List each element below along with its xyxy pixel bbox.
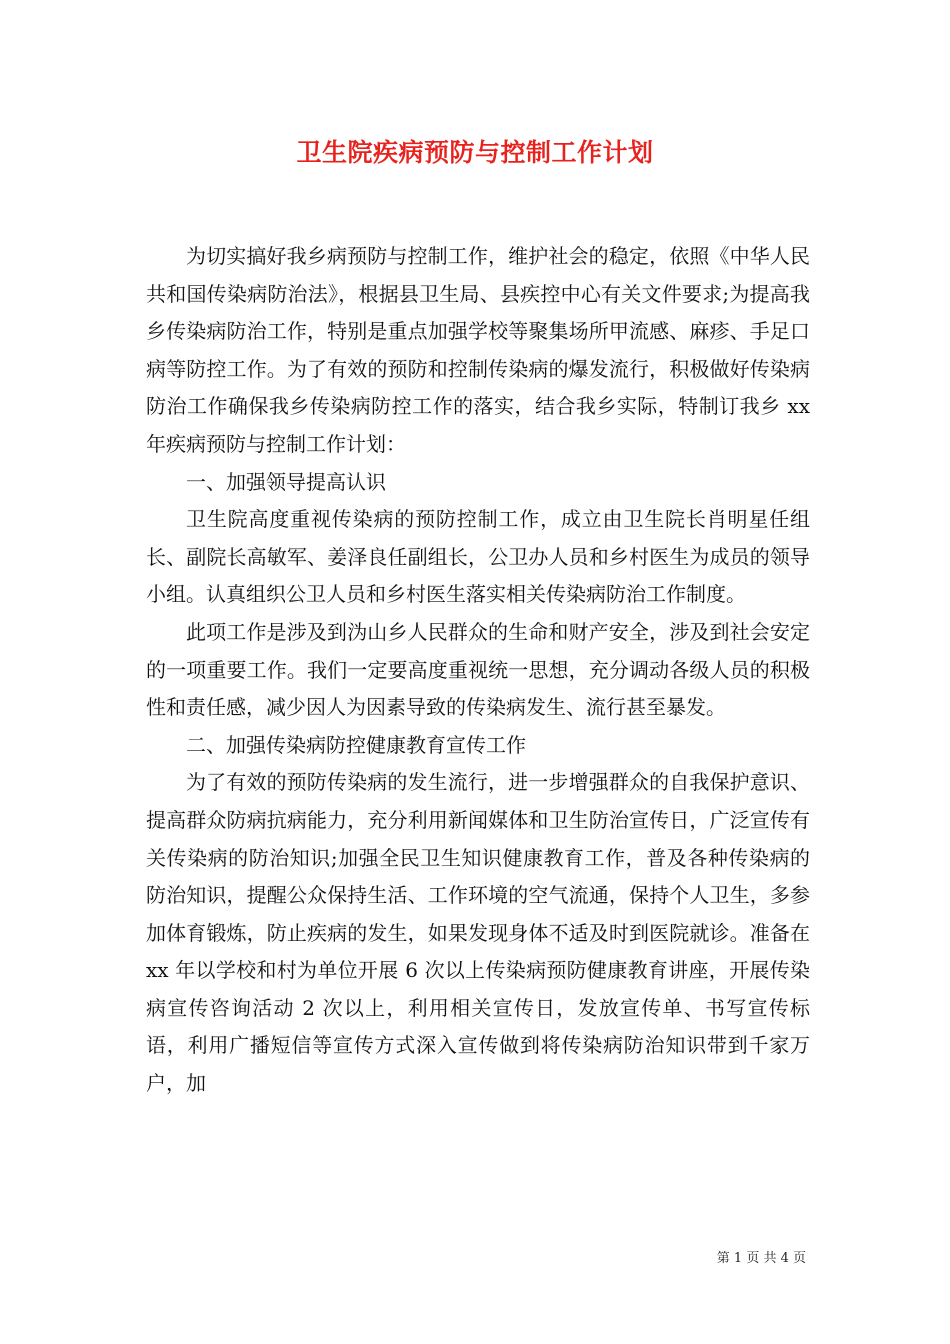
paragraph-intro: 为切实搞好我乡病预防与控制工作，维护社会的稳定，依照《中华人民共和国传染病防治法》，根据县卫生局、县疾控中心有关文件要求;为提高我乡传染病防治工作，特别是重点加强学校等聚集场所甲流感、麻疹、手足口病等防控工作。为了有效的预防和控制传染病的爆发流行，积极做好传染病防治工作确保我乡传染病防控工作的落实，结合我乡实际，特制订我乡 xx 年疾病预防与控制工作计划： [146, 244, 810, 456]
document-body [146, 238, 810, 1103]
paragraph-education: 为了有效的预防传染病的发生流行，进一步增强群众的自我保护意识、提高群众防病抗病能力，充分利用新闻媒体和卫生防治宣传日，广泛宣传有关传染病的防治知识;加强全民卫生知识健康教育工作，普及各种传染病的防治知识，提醒公众保持生活、工作环境的空气流通，保持个人卫生，多参加体育锻炼，防止疾病的发生，如果发现身体不适及时到医院就诊。准备在 xx 年以学校和村为单位开展 6 次以上传染病预防健康教育讲座，开展传染病宣传咨询活动 2 次以上，利用相关宣传日，发放宣传单、书写宣传标语，利用广播短信等宣传方式深入宣传做到将传染病防治知识带到千家万户，加 [146, 770, 810, 1096]
page-number: 第 1 页 共 4 页 [716, 1251, 806, 1266]
section-heading-2: 二、加强传染病防控健康教育宣传工作 [186, 732, 526, 757]
paragraph-importance: 此项工作是涉及到沩山乡人民群众的生命和财产安全，涉及到社会安定的一项重要工作。我们一定要高度重视统一思想，充分调动各级人员的积极性和责任感，减少因人为因素导致的传染病发生、流行甚至暴发。 [146, 619, 810, 720]
document-title: 卫生院疾病预防与控制工作计划 [296, 138, 654, 167]
paragraph-leadership: 卫生院高度重视传染病的预防控制工作，成立由卫生院长肖明星任组长、副院长高敏军、姜泽良任副组长，公卫办人员和乡村医生为成员的领导小组。认真组织公卫人员和乡村医生落实相关传染病防治工作制度。 [146, 507, 810, 607]
section-heading-1: 一、加强领导提高认识 [186, 469, 386, 494]
